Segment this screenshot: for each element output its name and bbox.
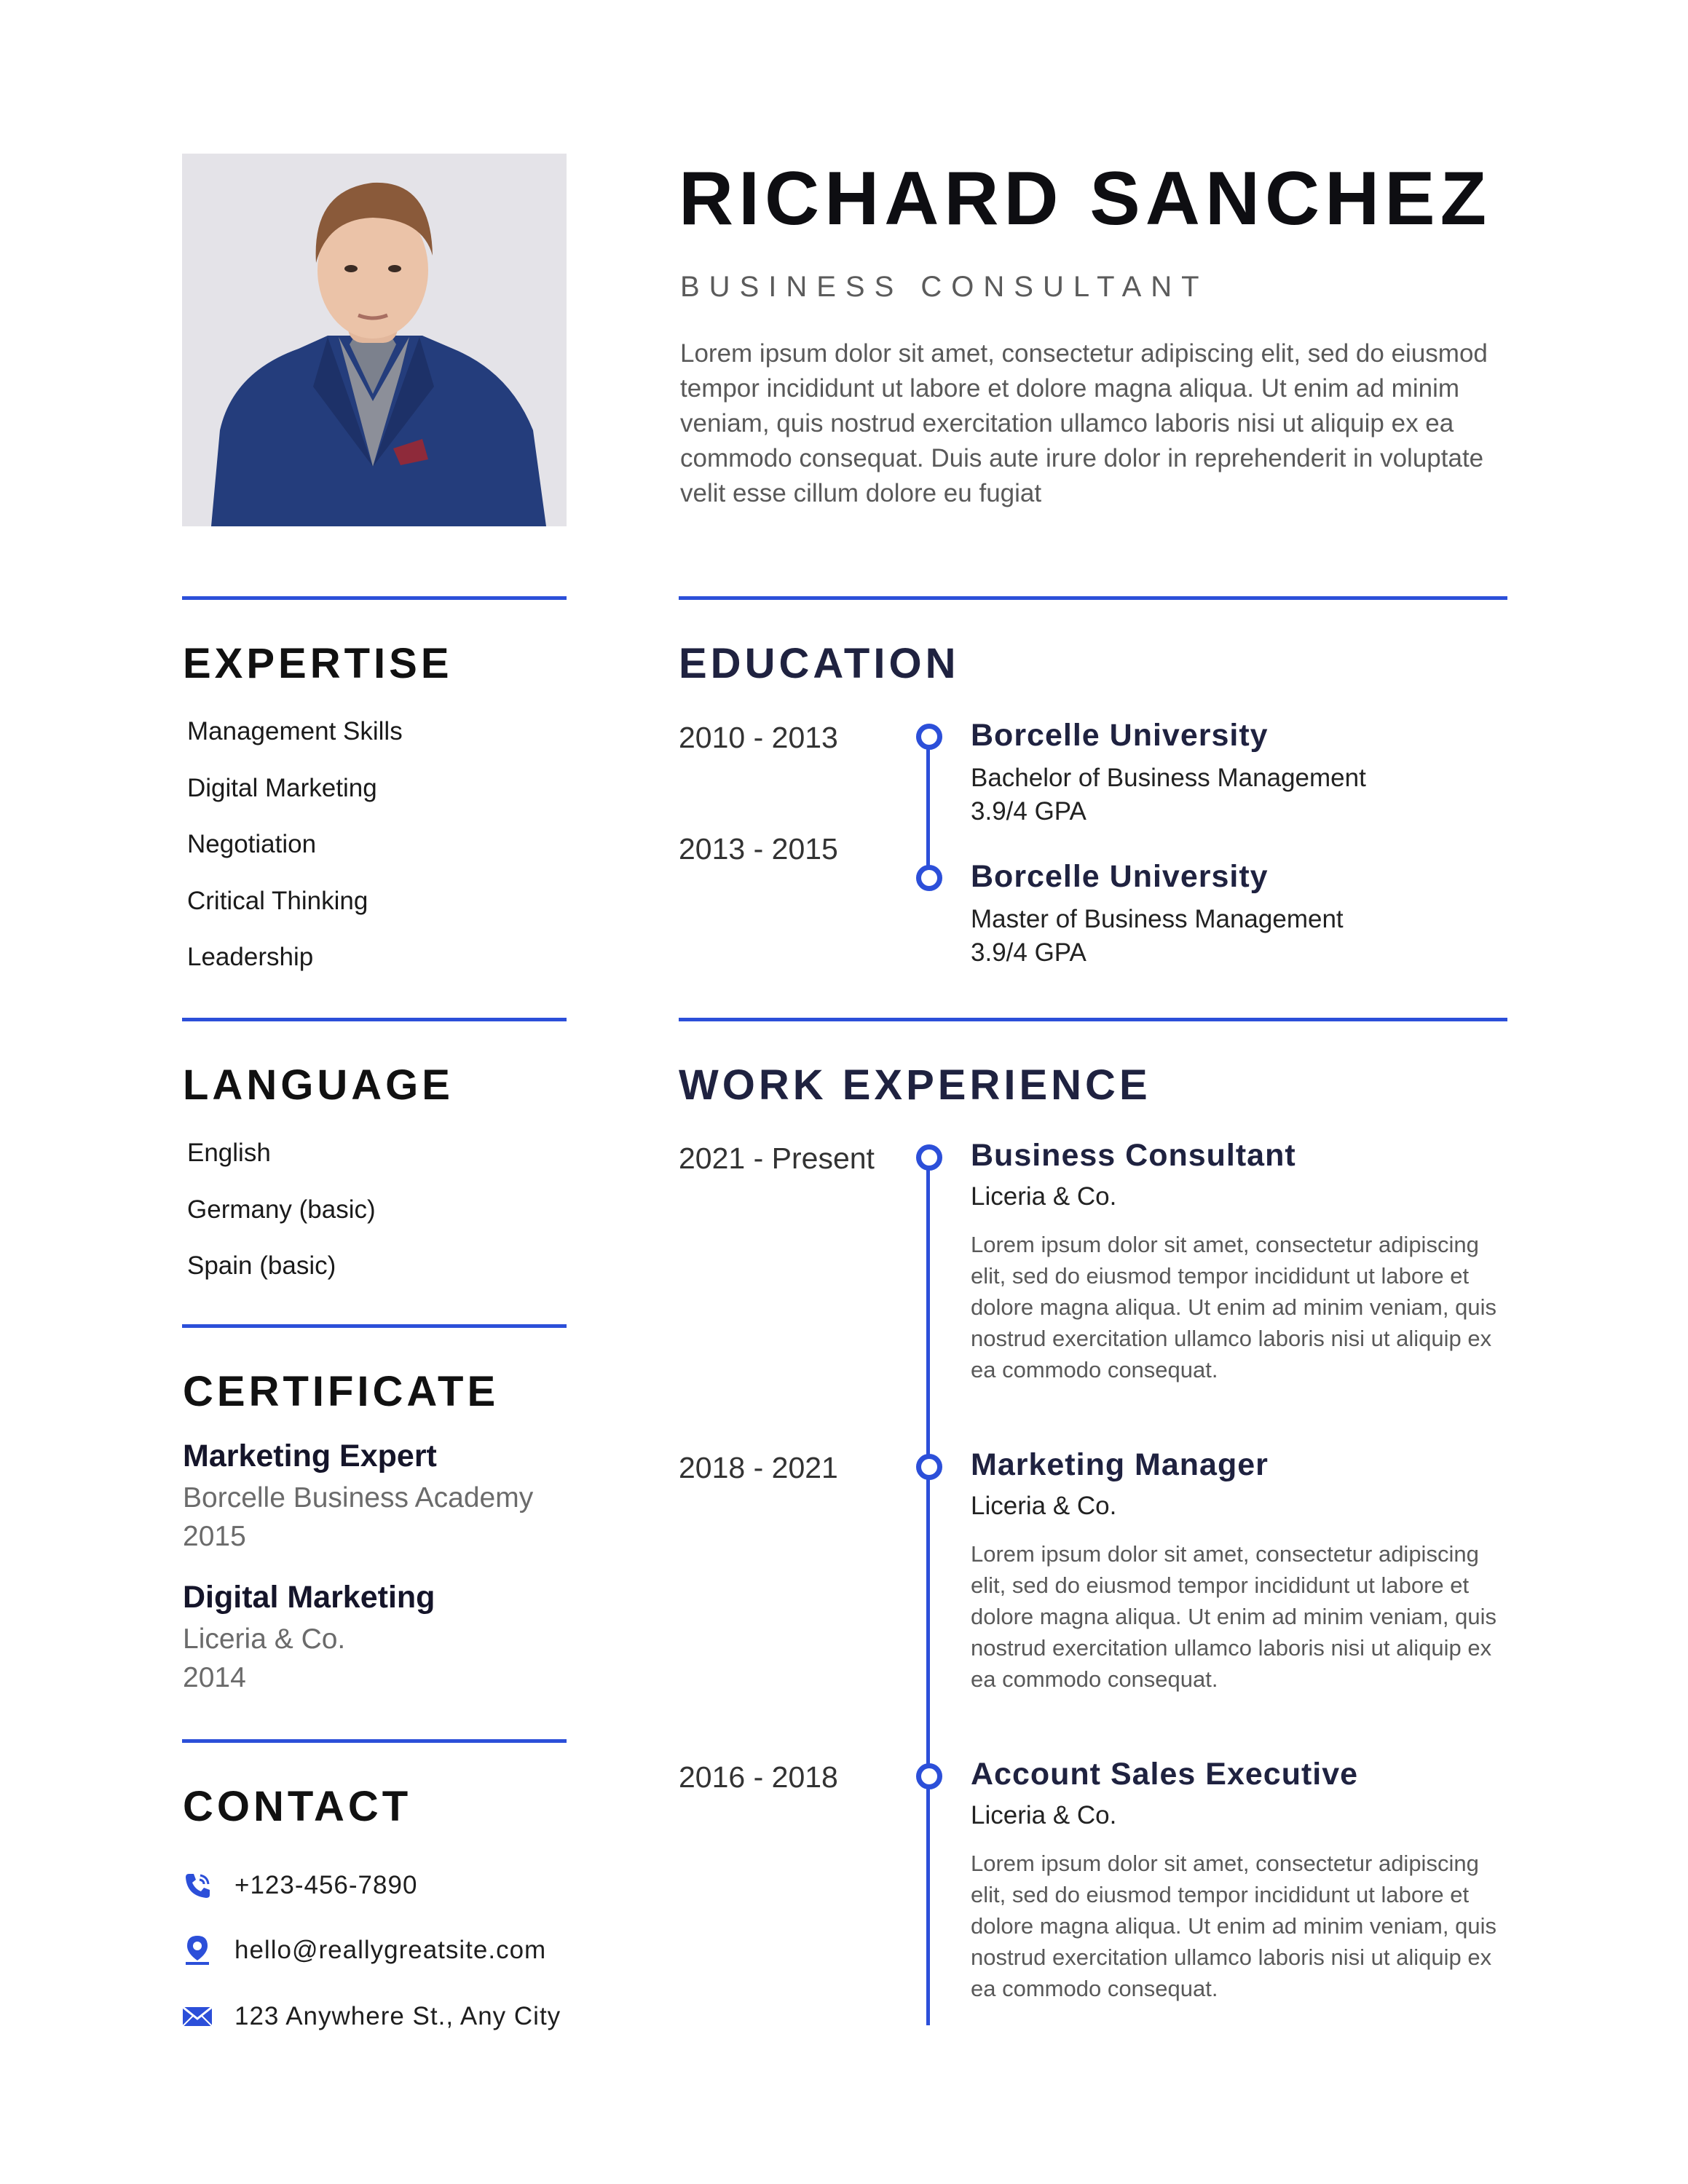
work-years: 2018 - 2021 [679,1451,838,1484]
certificate-heading: CERTIFICATE [183,1368,500,1415]
job-description: Lorem ipsum dolor sit amet, consectetur adipiscing elit, sed do eiusmod tempor incididunt ut labore et dolore magna aliqua. Ut enim ad minim veniam, quis nostrud exercitation ullamco laboris nisi ut aliquip ex ea commodo consequat. [971,1851,1496,2001]
street-address: 123 Anywhere St., Any City [234,2002,561,2030]
certificate-issuer: Borcelle Business Academy [183,1482,534,1514]
timeline-dot [916,724,942,750]
contact-phone[interactable] [182,1870,561,1902]
certificate-year: 2014 [183,1662,246,1693]
certificate-year: 2015 [183,1521,246,1552]
company-name: Liceria & Co. [971,1801,1117,1829]
degree: Bachelor of Business Management [971,764,1366,792]
section-divider [182,1018,567,1021]
language-heading: LANGUAGE [183,1061,454,1109]
gpa: 3.9/4 GPA [971,938,1086,967]
job-role: Business Consultant [971,1138,1296,1173]
job-description: Lorem ipsum dolor sit amet, consectetur adipiscing elit, sed do eiusmod tempor incididunt ut labore et dolore magna aliqua. Ut enim ad minim veniam, quis nostrud exercitation ullamco laboris nisi ut aliquip ex ea commodo consequat. [971,1541,1496,1692]
expertise-item: Digital Marketing [187,773,377,802]
work-experience-heading: WORK EXPERIENCE [679,1061,1151,1109]
work-years: 2021 - Present [679,1142,875,1175]
section-divider [182,1324,567,1328]
job-title: BUSINESS CONSULTANT [680,271,1209,303]
profile-summary: Lorem ipsum dolor sit amet, consectetur adipiscing elit, sed do eiusmod tempor incididunt ut labore et dolore magna aliqua. Ut enim ad minim veniam, quis nostrud exercitation ullamco laboris nisi ut aliquip ex ea commodo consequat. Duis aute irure dolor in reprehenderit in voluptate velit esse cillum dolore eu fugiat [680,339,1488,507]
phone-number: +123-456-7890 [234,1871,418,1899]
work-years: 2016 - 2018 [679,1760,838,1794]
mail-icon [182,2001,213,2032]
expertise-list [187,716,403,998]
timeline-dot [916,1144,942,1171]
person-portrait-illustration [182,154,567,526]
certificate-name: Digital Marketing [183,1580,435,1615]
certificate-name: Marketing Expert [183,1439,437,1473]
work-entry [971,1757,1510,2004]
certificate-entry [183,1580,435,1697]
school-name: Borcelle University [971,718,1269,753]
job-description: Lorem ipsum dolor sit amet, consectetur adipiscing elit, sed do eiusmod tempor incididunt ut labore et dolore magna aliqua. Ut enim ad minim veniam, quis nostrud exercitation ullamco laboris nisi ut aliquip ex ea commodo consequat. [971,1232,1496,1382]
work-timeline-line [926,1158,930,2025]
company-name: Liceria & Co. [971,1492,1117,1520]
contact-heading: CONTACT [183,1783,412,1830]
expertise-item: Negotiation [187,830,317,858]
education-heading: EDUCATION [679,640,960,687]
section-divider [182,596,567,600]
work-entry [971,1138,1510,1385]
expertise-item: Critical Thinking [187,886,368,915]
contact-list [182,1870,561,2033]
expertise-heading: EXPERTISE [183,640,453,687]
certificate-issuer: Liceria & Co. [183,1623,346,1655]
section-divider [679,596,1507,600]
profile-photo [182,154,567,526]
work-entry [971,1447,1510,1695]
section-divider [679,1018,1507,1021]
candidate-name: RICHARD SANCHEZ [679,157,1492,241]
school-name: Borcelle University [971,859,1269,894]
email-address: hello@reallygreatsite.com [234,1936,547,1964]
phone-icon [182,1870,213,1901]
education-entry [971,718,1366,826]
education-years: 2013 - 2015 [679,832,838,866]
expertise-item: Leadership [187,943,314,971]
degree: Master of Business Management [971,905,1344,933]
education-timeline-line [926,735,930,881]
gpa: 3.9/4 GPA [971,797,1086,826]
language-item: Germany (basic) [187,1195,376,1224]
language-list [187,1137,376,1307]
contact-email[interactable] [182,1934,561,1966]
contact-address[interactable] [182,2001,561,2033]
timeline-dot [916,1763,942,1789]
education-entry [971,859,1344,968]
section-divider [182,1739,567,1743]
expertise-item: Management Skills [187,717,403,745]
certificate-entry [183,1439,533,1556]
language-item: English [187,1139,271,1167]
job-role: Marketing Manager [971,1447,1269,1482]
education-years: 2010 - 2013 [679,721,838,754]
job-role: Account Sales Executive [971,1757,1359,1792]
timeline-dot [916,865,942,891]
language-item: Spain (basic) [187,1251,336,1280]
company-name: Liceria & Co. [971,1182,1117,1211]
timeline-dot [916,1454,942,1480]
location-pin-icon [182,1935,213,1966]
